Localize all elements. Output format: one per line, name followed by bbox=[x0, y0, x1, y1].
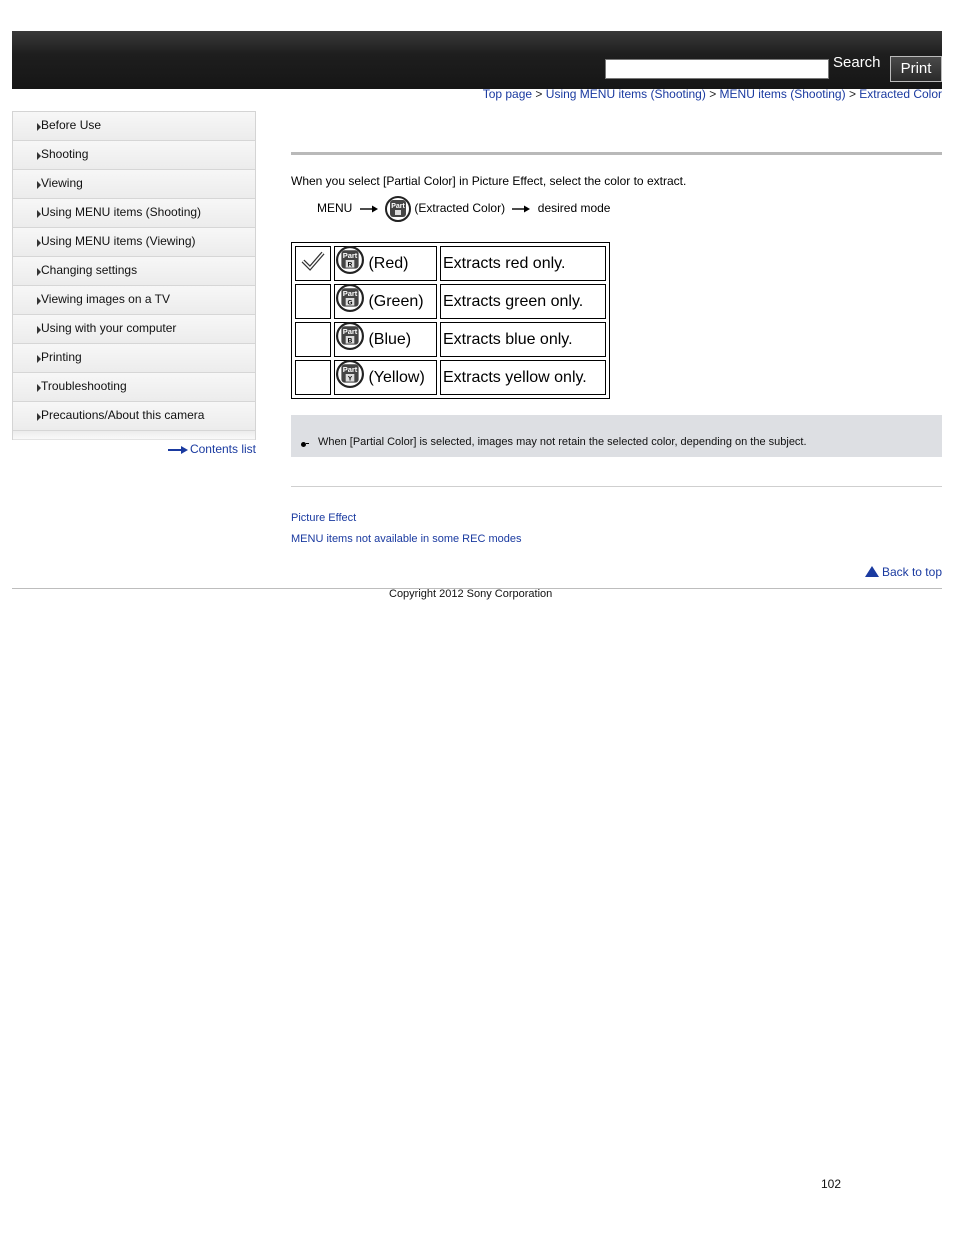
partial-color-icon bbox=[385, 196, 411, 222]
sidebar-item-menu-viewing[interactable]: Using MENU items (Viewing) bbox=[13, 228, 255, 257]
note-box bbox=[291, 415, 942, 457]
options-table bbox=[291, 242, 610, 399]
sidebar-item-changing-settings[interactable]: Changing settings bbox=[13, 257, 255, 286]
search-button[interactable]: Search bbox=[833, 54, 881, 71]
breadcrumb-using-menu-shooting[interactable]: Using MENU items (Shooting) bbox=[545, 87, 706, 101]
table-row bbox=[295, 284, 606, 319]
selected-check-cell bbox=[295, 246, 331, 281]
svg-text:R: R bbox=[347, 260, 353, 268]
menu-path-menu: MENU bbox=[317, 201, 353, 216]
copyright: Copyright 2012 Sony Corporation bbox=[389, 588, 553, 600]
option-name: (Yellow) bbox=[368, 368, 425, 386]
svg-text:Part: Part bbox=[342, 364, 358, 374]
table-row bbox=[295, 322, 606, 357]
option-name-cell bbox=[334, 246, 437, 281]
part-red-icon bbox=[336, 246, 364, 274]
option-desc-cell bbox=[440, 360, 606, 395]
part-green-icon bbox=[336, 284, 364, 312]
sidebar-item-viewing-tv[interactable]: Viewing images on a TV bbox=[13, 286, 255, 315]
note-text: When [Partial Color] is selected, images may not retain the selected color, depending on the subject. bbox=[318, 436, 807, 448]
svg-text:Part: Part bbox=[391, 203, 405, 210]
option-desc: Extracts yellow only. bbox=[443, 369, 587, 386]
print-button[interactable]: Print bbox=[890, 56, 942, 82]
breadcrumb bbox=[483, 87, 942, 101]
option-name-cell bbox=[334, 284, 437, 319]
svg-text:Y: Y bbox=[347, 374, 353, 382]
breadcrumb-extracted-color[interactable]: Extracted Color bbox=[859, 87, 942, 101]
option-desc-cell bbox=[440, 284, 606, 319]
option-desc-cell bbox=[440, 322, 606, 357]
sidebar-item-precautions[interactable]: Precautions/About this camera bbox=[13, 402, 255, 431]
breadcrumb-menu-items-shooting[interactable]: MENU items (Shooting) bbox=[719, 87, 846, 101]
sidebar-item-shooting[interactable]: Shooting bbox=[13, 141, 255, 170]
svg-text:B: B bbox=[347, 336, 353, 344]
sidebar-item-viewing[interactable]: Viewing bbox=[13, 170, 255, 199]
option-name: (Blue) bbox=[368, 330, 412, 348]
option-name-cell bbox=[334, 360, 437, 395]
sidebar-item-computer[interactable]: Using with your computer bbox=[13, 315, 255, 344]
arrow-right-icon bbox=[168, 446, 188, 454]
title-divider bbox=[291, 152, 942, 155]
related-link-menu-not-available[interactable]: MENU items not available in some REC modes bbox=[291, 533, 522, 545]
option-desc-cell bbox=[440, 246, 606, 281]
part-blue-icon bbox=[336, 322, 364, 350]
checkmark-icon bbox=[300, 250, 326, 272]
contents-list-link[interactable]: Contents list bbox=[168, 442, 256, 456]
related-divider bbox=[291, 486, 942, 487]
bullet-icon bbox=[301, 442, 306, 447]
sidebar bbox=[12, 111, 256, 456]
menu-path-end: desired mode bbox=[537, 201, 611, 216]
sidebar-footer bbox=[13, 431, 255, 440]
breadcrumb-separator: > bbox=[535, 87, 543, 101]
sidebar-item-troubleshooting[interactable]: Troubleshooting bbox=[13, 373, 255, 402]
menu-path bbox=[317, 196, 610, 222]
part-yellow-icon bbox=[336, 360, 364, 388]
header-bar bbox=[12, 31, 942, 89]
table-row bbox=[295, 246, 606, 281]
arrow-right-icon bbox=[512, 205, 530, 213]
page-number: 102 bbox=[821, 1177, 842, 1191]
option-name: (Green) bbox=[368, 292, 424, 310]
breadcrumb-separator: > bbox=[848, 87, 856, 101]
check-cell bbox=[295, 284, 331, 319]
option-desc: Extracts blue only. bbox=[443, 331, 573, 348]
option-desc: Extracts red only. bbox=[443, 255, 566, 272]
back-to-top-link[interactable]: Back to top bbox=[865, 565, 942, 579]
check-cell bbox=[295, 322, 331, 357]
option-name-cell bbox=[334, 322, 437, 357]
check-cell bbox=[295, 360, 331, 395]
search-input[interactable] bbox=[605, 59, 829, 79]
triangle-up-icon bbox=[865, 566, 879, 577]
breadcrumb-separator: > bbox=[709, 87, 717, 101]
table-row bbox=[295, 360, 606, 395]
arrow-right-icon bbox=[360, 205, 378, 213]
option-desc: Extracts green only. bbox=[443, 293, 584, 310]
option-name: (Red) bbox=[368, 254, 409, 272]
svg-text:Part: Part bbox=[342, 288, 358, 298]
sidebar-item-printing[interactable]: Printing bbox=[13, 344, 255, 373]
intro-text: When you select [Partial Color] in Picture Effect, select the color to extract. bbox=[291, 174, 687, 188]
breadcrumb-top-page[interactable]: Top page bbox=[482, 87, 533, 101]
menu-path-item: (Extracted Color) bbox=[414, 201, 506, 216]
svg-text:Part: Part bbox=[342, 250, 358, 260]
related-link-picture-effect[interactable]: Picture Effect bbox=[291, 512, 357, 524]
svg-text:G: G bbox=[347, 298, 353, 306]
sidebar-nav bbox=[12, 111, 256, 440]
sidebar-item-before-use[interactable]: Before Use bbox=[13, 112, 255, 141]
svg-text:Part: Part bbox=[342, 326, 358, 336]
sidebar-item-menu-shooting[interactable]: Using MENU items (Shooting) bbox=[13, 199, 255, 228]
